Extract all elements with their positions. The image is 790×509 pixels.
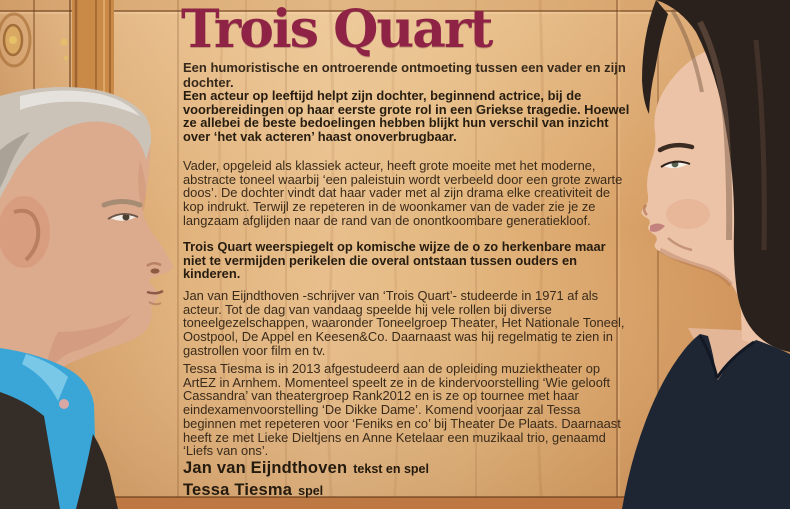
bio-tessa-paragraph: Tessa Tiesma is in 2013 afgestudeerd aan de opleiding muziektheater op ArtEZ in Arnhem. Momenteel speelt ze in de kindervoorstelling ‘Wie gelooft Cassandra’ van theatergroep Rank2012 en is ze op tournee met haar eindexamenvoorstelling ‘De Dikke Dame’. Komend voorjaar zal Tessa beginnen met repeteren voor ‘Feniks en co’ bij Theater De Plaats. Daarnaast heeft ze met Lieke Dieltjens en Anne Ketelaar een muzikaal trio, genaamd ‘Liefs van ons’. — [183, 361, 621, 459]
credit-role: tekst en spel — [353, 462, 429, 476]
bio-jan-paragraph: Jan van Eijndthoven -schrijver van ‘Trois Quart’- studeerde in 1971 af als acteur. Tot de dag van vandaag speelde hij vele rollen bij diverse toneelgezelschappen, waaronder Toneelgroep Theater, Het Nationale Toneel, Oostpool, De Appel en Keesen&Co. Daarnaast was hij regelmatig te zien in gastrollen voor film en tv. — [183, 288, 625, 358]
credit-role: spel — [298, 484, 324, 498]
credit-jan — [183, 459, 429, 478]
credit-name: Jan van Eijndthoven — [183, 459, 348, 477]
show-title: Trois Quart — [181, 0, 492, 60]
credits — [183, 459, 429, 503]
show-tagline: Een humoristische en ontroerende ontmoeting tussen een vader en zijn dochter. — [183, 60, 626, 90]
synopsis-paragraph-1: Een acteur op leeftijd helpt zijn dochter, beginnend actrice, bij de voorbereidingen op haar eerste grote rol in een Griekse tragedie. Hoewel ze allebei de beste bedoelingen hebben blijkt hun verschil van inzicht over ‘het vak acteren’ haast onoverbrugbaar. — [183, 88, 630, 145]
synopsis-paragraph-2: Vader, opgeleid als klassiek acteur, heeft grote moeite met het moderne, abstracte toneel waarbij ‘een paleistuin wordt verbeeld door een grote zwarte doos’. De dochter vindt dat haar vader met al zijn drama elke creativiteit de kop indrukt. Terwijl ze repeteren in de woonkamer van de vader zie je ze langzaam afglijden naar de rand van de onontkoombare generatiekloof. — [183, 158, 623, 228]
synopsis-paragraph-3: Trois Quart weerspiegelt op komische wijze de o zo herkenbare maar niet te vermijden perikelen die overal ontstaan tussen ouders en kinderen. — [183, 239, 606, 282]
credit-tessa — [183, 481, 429, 500]
credit-name: Tessa Tiesma — [183, 481, 293, 499]
